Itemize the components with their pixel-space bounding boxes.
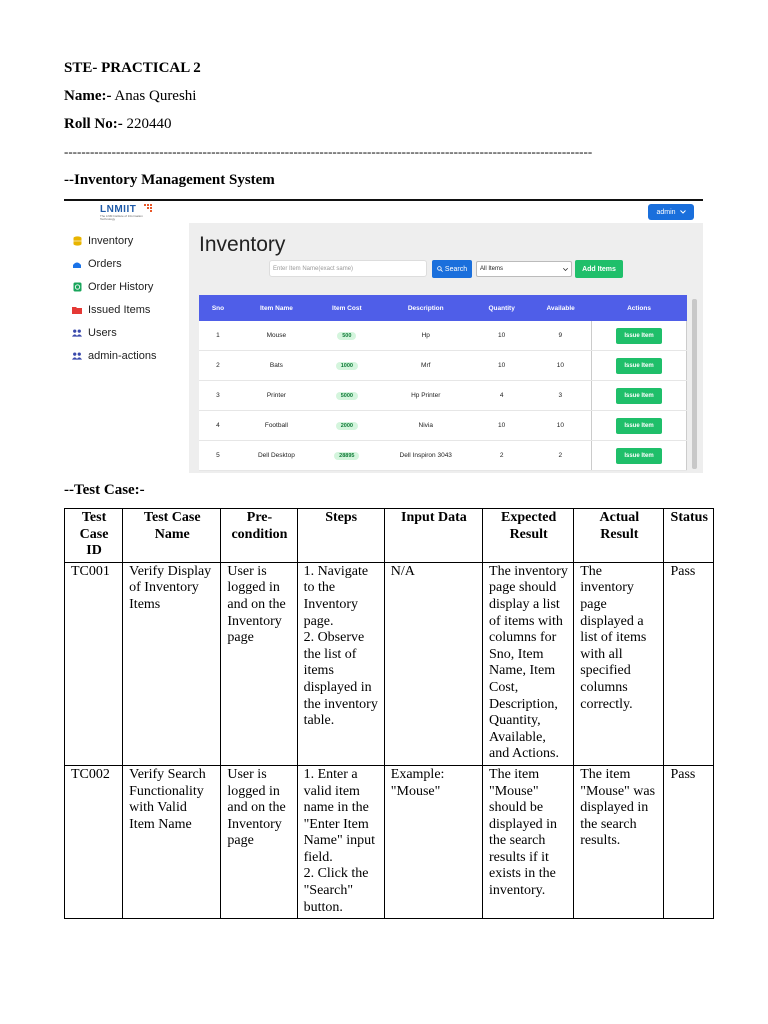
- sidebar-item-users[interactable]: [72, 327, 117, 339]
- cell-actions: [592, 381, 687, 411]
- sidebar-item-label: admin-actions: [88, 350, 157, 362]
- cell-test-case-id: TC001: [65, 562, 123, 765]
- column-header: Available: [530, 295, 592, 321]
- cell-item-cost: [316, 411, 378, 441]
- cost-badge: 2000: [336, 422, 358, 430]
- issue-item-button[interactable]: Issue Item: [616, 328, 661, 344]
- sidebar-item-label: Inventory: [88, 235, 134, 247]
- test-case-row: [65, 765, 714, 918]
- cell-steps: 1. Navigate to the Inventory page. 2. Observe the list of items displayed in the inventory table.: [297, 562, 384, 765]
- cell-expected-result: The inventory page should display a list of items with columns for Sno, Item Name, Item Cost, Description, Quantity, Available, and Actions.: [483, 562, 574, 765]
- inventory-main: [189, 223, 703, 473]
- cell-sno: 2: [199, 351, 237, 381]
- lnmiit-logo: [100, 204, 154, 222]
- test-case-header-row: [65, 509, 714, 563]
- column-header: Actual Result: [574, 509, 664, 563]
- roll-number: Roll No:- 220440: [64, 116, 172, 132]
- app-topbar: [64, 201, 703, 223]
- search-input[interactable]: Enter Item Name(exact same): [269, 260, 427, 277]
- cell-input-data: N/A: [384, 562, 482, 765]
- column-header: Steps: [297, 509, 384, 563]
- search-button-label: Search: [444, 265, 468, 273]
- column-header: Expected Result: [483, 509, 574, 563]
- cell-available: 10: [530, 411, 592, 441]
- cell-quantity: 2: [474, 441, 530, 471]
- item-filter-select[interactable]: [476, 261, 572, 277]
- issue-item-button[interactable]: Issue Item: [616, 418, 661, 434]
- logo-text: LNMIIT: [100, 204, 137, 215]
- cell-item-name: Dell Desktop: [237, 441, 316, 471]
- cell-sno: 5: [199, 441, 237, 471]
- cell-item-name: Mouse: [237, 321, 316, 351]
- app-sidebar: [64, 223, 189, 473]
- cell-precondition: User is logged in and on the Inventory page: [221, 562, 297, 765]
- sidebar-item-admin-actions[interactable]: [72, 350, 156, 362]
- cell-item-cost: [316, 381, 378, 411]
- column-header: Actions: [592, 295, 687, 321]
- cell-item-cost: [316, 351, 378, 381]
- cell-actual-result: The item "Mouse" was displayed in the search results.: [574, 765, 664, 918]
- cell-quantity: 10: [474, 321, 530, 351]
- column-header: Test Case ID: [65, 509, 123, 563]
- cell-actual-result: The inventory page displayed a list of items with all specified columns correctly.: [574, 562, 664, 765]
- search-icon: [437, 266, 443, 272]
- cell-description: Hp: [378, 321, 474, 351]
- section-heading: --Inventory Management System: [64, 172, 275, 188]
- cost-badge: 500: [337, 332, 356, 340]
- cell-status: Pass: [664, 765, 714, 918]
- chevron-down-icon: [563, 268, 568, 271]
- cell-actions: [592, 441, 687, 471]
- cell-description: Dell Inspiron 3043: [378, 441, 474, 471]
- cell-available: 9: [530, 321, 592, 351]
- sidebar-item-issued-items[interactable]: [72, 304, 150, 316]
- history-icon: [72, 282, 82, 292]
- issue-item-button[interactable]: Issue Item: [616, 358, 661, 374]
- cell-available: 10: [530, 351, 592, 381]
- cell-sno: 1: [199, 321, 237, 351]
- cell-test-case-name: Verify Display of Inventory Items: [123, 562, 221, 765]
- admin-dropdown-button[interactable]: [648, 204, 694, 220]
- inventory-table: [199, 295, 687, 471]
- cell-quantity: 10: [474, 411, 530, 441]
- logo-grid-icon: [144, 204, 154, 214]
- cost-badge: 28895: [334, 452, 359, 460]
- cell-description: Hp Printer: [378, 381, 474, 411]
- table-row: [199, 441, 687, 471]
- column-header: Pre-condition: [221, 509, 297, 563]
- logo-subtext: The LNM Institute of Information Technology: [100, 214, 143, 221]
- issue-item-button[interactable]: Issue Item: [616, 448, 661, 464]
- table-row: [199, 411, 687, 441]
- page-title: Inventory: [199, 233, 286, 256]
- sidebar-item-orders[interactable]: [72, 258, 122, 270]
- table-row: [199, 381, 687, 411]
- sidebar-item-order-history[interactable]: [72, 281, 153, 293]
- table-header-row: [199, 295, 687, 321]
- sidebar-item-inventory[interactable]: [72, 235, 133, 247]
- users-icon: [72, 351, 82, 361]
- cell-description: Nivia: [378, 411, 474, 441]
- add-items-button[interactable]: Add Items: [575, 260, 623, 278]
- cell-input-data: Example: "Mouse": [384, 765, 482, 918]
- cell-precondition: User is logged in and on the Inventory page: [221, 765, 297, 918]
- column-header: Status: [664, 509, 714, 563]
- test-case-table: [64, 508, 714, 919]
- cell-actions: [592, 321, 687, 351]
- cell-test-case-id: TC002: [65, 765, 123, 918]
- users-icon: [72, 328, 82, 338]
- student-name: Name:- Anas Qureshi: [64, 88, 197, 104]
- sidebar-item-label: Users: [88, 327, 117, 339]
- cell-item-cost: [316, 441, 378, 471]
- sidebar-item-label: Issued Items: [88, 304, 151, 316]
- test-case-row: [65, 562, 714, 765]
- column-header: Sno: [199, 295, 237, 321]
- cell-actions: [592, 351, 687, 381]
- divider-line: --------------------------------------------------------------------------------------------------------------------------: [64, 144, 593, 159]
- cart-icon: [72, 259, 82, 269]
- cell-status: Pass: [664, 562, 714, 765]
- inventory-screenshot: [64, 199, 703, 473]
- cell-quantity: 10: [474, 351, 530, 381]
- search-button[interactable]: [432, 260, 472, 278]
- cell-steps: 1. Enter a valid item name in the "Enter Item Name" input field. 2. Click the "Search" button.: [297, 765, 384, 918]
- table-scrollbar[interactable]: [692, 299, 697, 469]
- cell-quantity: 4: [474, 381, 530, 411]
- cell-expected-result: The item "Mouse" should be displayed in the search results if it exists in the inventory.: [483, 765, 574, 918]
- column-header: Item Name: [237, 295, 316, 321]
- admin-label: admin: [656, 208, 676, 216]
- column-header: Quantity: [474, 295, 530, 321]
- cell-item-name: Football: [237, 411, 316, 441]
- folder-icon: [72, 305, 82, 315]
- issue-item-button[interactable]: Issue Item: [616, 388, 661, 404]
- sidebar-item-label: Orders: [88, 258, 122, 270]
- column-header: Input Data: [384, 509, 482, 563]
- cell-available: 2: [530, 441, 592, 471]
- table-row: [199, 321, 687, 351]
- cost-badge: 5000: [336, 392, 358, 400]
- cell-item-cost: [316, 321, 378, 351]
- test-case-heading: --Test Case:-: [64, 482, 145, 498]
- filter-value: All Items: [480, 266, 504, 272]
- cell-test-case-name: Verify Search Functionality with Valid Item Name: [123, 765, 221, 918]
- column-header: Test Case Name: [123, 509, 221, 563]
- cost-badge: 1000: [336, 362, 358, 370]
- cell-description: Mrf: [378, 351, 474, 381]
- doc-title: STE- PRACTICAL 2: [64, 60, 201, 76]
- database-icon: [72, 236, 82, 246]
- cell-item-name: Bats: [237, 351, 316, 381]
- cell-sno: 4: [199, 411, 237, 441]
- cell-available: 3: [530, 381, 592, 411]
- cell-item-name: Printer: [237, 381, 316, 411]
- column-header: Description: [378, 295, 474, 321]
- table-row: [199, 351, 687, 381]
- cell-actions: [592, 411, 687, 441]
- chevron-down-icon: [680, 210, 686, 214]
- column-header: Item Cost: [316, 295, 378, 321]
- sidebar-item-label: Order History: [88, 281, 154, 293]
- cell-sno: 3: [199, 381, 237, 411]
